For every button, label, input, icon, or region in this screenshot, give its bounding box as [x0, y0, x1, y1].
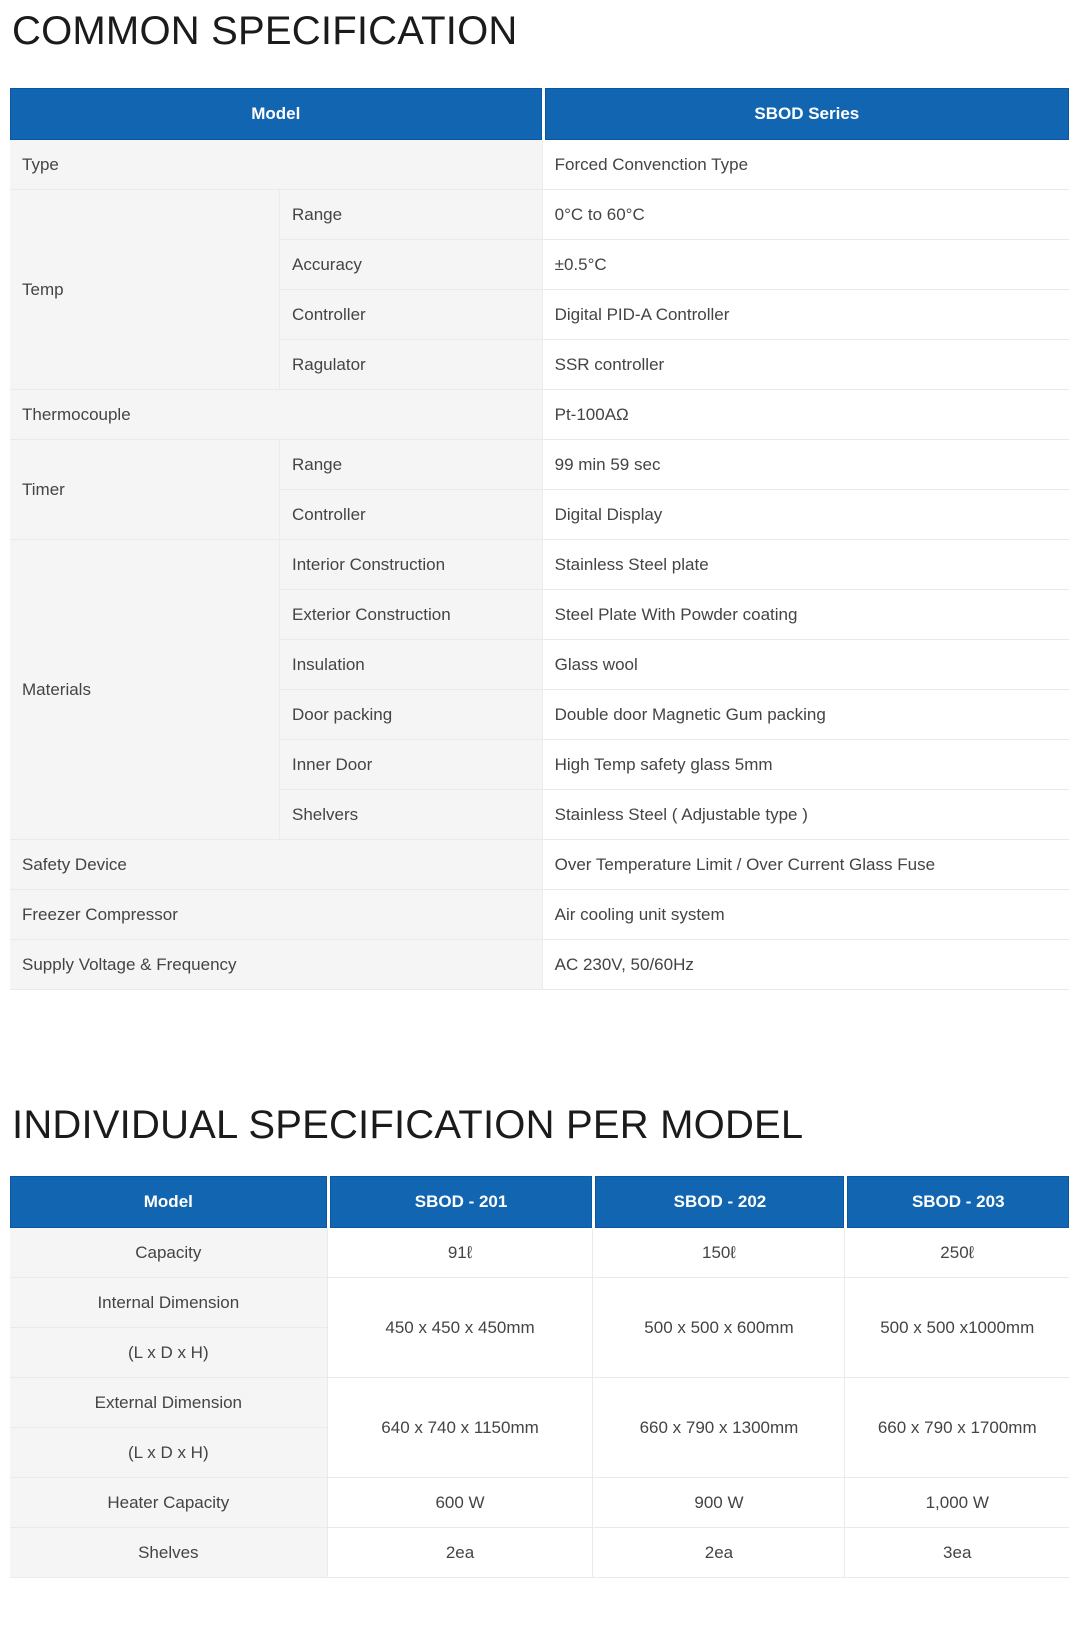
- header-cell-model: Model: [10, 88, 542, 140]
- spec-sublabel-cell: Door packing: [279, 690, 542, 740]
- header-cell-series: SBOD Series: [542, 88, 1069, 140]
- spec-sublabel-cell: Controller: [279, 490, 542, 540]
- spec-value-cell: Glass wool: [542, 640, 1069, 690]
- header-cell-sbod203: SBOD - 203: [844, 1176, 1069, 1228]
- spec-value-cell: 99 min 59 sec: [542, 440, 1069, 490]
- spec-value-cell: 2ea: [327, 1528, 593, 1578]
- spec-value-cell: 500 x 500 x1000mm: [844, 1278, 1069, 1378]
- spec-sublabel-cell: Insulation: [279, 640, 542, 690]
- common-spec-header: [10, 88, 1069, 140]
- spec-sublabel-cell: Range: [279, 190, 542, 240]
- header-row: [10, 1176, 1069, 1228]
- spec-label-cell: Shelves: [10, 1528, 327, 1578]
- individual-spec-table: [10, 1176, 1069, 1578]
- spec-label-cell: (L x D x H): [10, 1328, 327, 1378]
- spec-label-cell: Supply Voltage & Frequency: [10, 940, 542, 990]
- spec-label-cell: Freezer Compressor: [10, 890, 542, 940]
- spec-value-cell: 640 x 740 x 1150mm: [327, 1378, 593, 1478]
- header-cell-sbod202: SBOD - 202: [592, 1176, 844, 1228]
- spec-label-cell: Type: [10, 140, 542, 190]
- spec-group-cell: Materials: [10, 540, 279, 840]
- spec-value-cell: High Temp safety glass 5mm: [542, 740, 1069, 790]
- spec-label-cell: Internal Dimension: [10, 1278, 327, 1328]
- spec-label-cell: Thermocouple: [10, 390, 542, 440]
- spec-value-cell: Forced Convenction Type: [542, 140, 1069, 190]
- spec-sublabel-cell: Range: [279, 440, 542, 490]
- spec-sublabel-cell: Ragulator: [279, 340, 542, 390]
- spec-sublabel-cell: Controller: [279, 290, 542, 340]
- spec-value-cell: 91ℓ: [327, 1228, 593, 1278]
- spec-value-cell: SSR controller: [542, 340, 1069, 390]
- spec-group-cell: Temp: [10, 190, 279, 390]
- spec-value-cell: Pt-100AΩ: [542, 390, 1069, 440]
- table-row-internal-dimension: [10, 1278, 1069, 1328]
- table-row-external-dimension: [10, 1378, 1069, 1428]
- spec-group-cell: Timer: [10, 440, 279, 540]
- table-row-materials-interior: [10, 540, 1069, 590]
- header-row: [10, 88, 1069, 140]
- table-row-capacity: [10, 1228, 1069, 1278]
- table-row-temp-range: [10, 190, 1069, 240]
- table-row-type: [10, 140, 1069, 190]
- table-row-freezer-compressor: [10, 890, 1069, 940]
- header-cell-model: Model: [10, 1176, 327, 1228]
- spec-value-cell: Digital PID-A Controller: [542, 290, 1069, 340]
- spec-value-cell: 1,000 W: [844, 1478, 1069, 1528]
- spec-value-cell: ±0.5°C: [542, 240, 1069, 290]
- table-row-thermocouple: [10, 390, 1069, 440]
- spec-value-cell: 600 W: [327, 1478, 593, 1528]
- spec-value-cell: 150ℓ: [592, 1228, 844, 1278]
- spec-label-cell: External Dimension: [10, 1378, 327, 1428]
- spec-value-cell: 0°C to 60°C: [542, 190, 1069, 240]
- spec-value-cell: AC 230V, 50/60Hz: [542, 940, 1069, 990]
- table-row-shelves: [10, 1528, 1069, 1578]
- spec-value-cell: 660 x 790 x 1700mm: [844, 1378, 1069, 1478]
- spec-value-cell: Digital Display: [542, 490, 1069, 540]
- spec-value-cell: Stainless Steel plate: [542, 540, 1069, 590]
- spec-value-cell: 450 x 450 x 450mm: [327, 1278, 593, 1378]
- spec-value-cell: 3ea: [844, 1528, 1069, 1578]
- common-spec-table: [10, 88, 1069, 990]
- spec-value-cell: 500 x 500 x 600mm: [592, 1278, 844, 1378]
- table-row-safety-device: [10, 840, 1069, 890]
- spec-sublabel-cell: Accuracy: [279, 240, 542, 290]
- table-row-timer-range: [10, 440, 1069, 490]
- spec-sublabel-cell: Shelvers: [279, 790, 542, 840]
- table-row-heater-capacity: [10, 1478, 1069, 1528]
- spec-label-cell: (L x D x H): [10, 1428, 327, 1478]
- spec-value-cell: Air cooling unit system: [542, 890, 1069, 940]
- table-row-supply-voltage: [10, 940, 1069, 990]
- spec-label-cell: Heater Capacity: [10, 1478, 327, 1528]
- spec-value-cell: Over Temperature Limit / Over Current Glass Fuse: [542, 840, 1069, 890]
- spec-value-cell: 2ea: [592, 1528, 844, 1578]
- common-spec-title: COMMON SPECIFICATION: [12, 9, 518, 53]
- spec-value-cell: 660 x 790 x 1300mm: [592, 1378, 844, 1478]
- spec-value-cell: Double door Magnetic Gum packing: [542, 690, 1069, 740]
- header-cell-sbod201: SBOD - 201: [327, 1176, 593, 1228]
- individual-spec-header: [10, 1176, 1069, 1228]
- spec-sublabel-cell: Exterior Construction: [279, 590, 542, 640]
- individual-spec-title: INDIVIDUAL SPECIFICATION PER MODEL: [12, 1103, 804, 1147]
- spec-label-cell: Capacity: [10, 1228, 327, 1278]
- spec-value-cell: 900 W: [592, 1478, 844, 1528]
- spec-sublabel-cell: Inner Door: [279, 740, 542, 790]
- spec-value-cell: Steel Plate With Powder coating: [542, 590, 1069, 640]
- spec-value-cell: Stainless Steel ( Adjustable type ): [542, 790, 1069, 840]
- spec-value-cell: 250ℓ: [844, 1228, 1069, 1278]
- spec-label-cell: Safety Device: [10, 840, 542, 890]
- spec-sublabel-cell: Interior Construction: [279, 540, 542, 590]
